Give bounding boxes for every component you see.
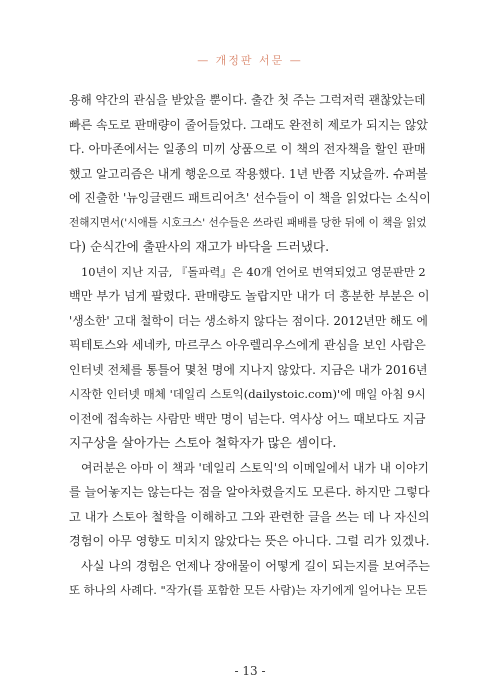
text-line: 지구상을 살아가는 스토아 철학자가 많은 셈이다. [69,435,337,450]
page-number: - 13 - [234,664,266,678]
text-line: 이전에 접속하는 사람만 백만 명이 넘는다. 역사상 어느 때보다도 지금 [69,411,426,426]
text-line: 경험이 아무 영향도 미치지 않았다는 뜻은 아니다. 그럴 리가 있겠나. [69,534,430,548]
body-text [69,88,431,603]
text-line: 시작한 인터넷 매체 '데일리 스토익(dailystoic.com)'에 매일 아침 9시 [69,387,426,401]
paragraph [69,456,431,554]
text-line: 했고 알고리즘은 내게 행운으로 작용했다. 1년 반쯤 지났을까. 슈퍼볼 [69,166,428,181]
paragraph [69,554,431,603]
paragraph [69,260,431,456]
text-line: 다) 순식간에 출판사의 재고가 바닥을 드러냈다. [69,239,330,254]
text-line: 픽테토스와 세네카, 마르쿠스 아우렐리우스에게 관심을 보인 사람은 [69,338,426,352]
text-line: 또 하나의 사례다. "작가(를 포함한 모든 사람)는 자기에게 일어나는 모든 [69,583,428,597]
text-line: 를 늘어놓지는 않는다는 점을 알아차렸을지도 모른다. 하지만 그렇다 [69,485,430,499]
text-line: 다. 아마존에서는 일종의 미끼 상품으로 이 책의 전자책을 할인 판매 [69,142,426,156]
text-line: '생소한' 고대 철학이 더는 생소하지 않다는 점이다. 2012년만 해도 에 [69,313,428,328]
text-line: 인터넷 전체를 통틀어 몇천 명에 지나지 않았다. 지금은 내가 2016년 [69,362,428,377]
paragraph [69,88,431,260]
text-line: 백만 부가 넘게 팔렸다. 판매량도 놀랍지만 내가 더 흥분한 부분은 이 [69,289,430,303]
text-line: 용해 약간의 관심을 받았을 뿐이다. 출간 첫 주는 그럭저럭 괜찮았는데 [69,93,426,107]
running-header: — 개정판 서문 — [197,54,303,67]
text-line: 전해지면서('시애틀 시호크스' 선수들은 쓰라린 패배를 당한 뒤에 이 책을 읽었 [69,216,427,229]
text-line: 10년이 지난 지금, 『돌파력』은 40개 언어로 번역되었고 영문판만 2 [81,264,426,279]
text-line: 에 진출한 '뉴잉글랜드 패트리어츠' 선수들이 이 책을 읽었다는 소식이 [69,191,431,205]
text-line: 여러분은 아마 이 책과 '데일리 스토익'의 이메일에서 내가 내 이야기 [81,460,429,475]
text-line: 빠른 속도로 판매량이 줄어들었다. 그래도 완전히 제로가 되지는 않았 [69,117,428,132]
text-line: 고 내가 스토아 철학을 이해하고 그와 관련한 글을 쓰는 데 나 자신의 [69,509,430,524]
text-line: 사실 나의 경험은 언제나 장애물이 어떻게 길이 되는지를 보여주는 [81,558,430,573]
